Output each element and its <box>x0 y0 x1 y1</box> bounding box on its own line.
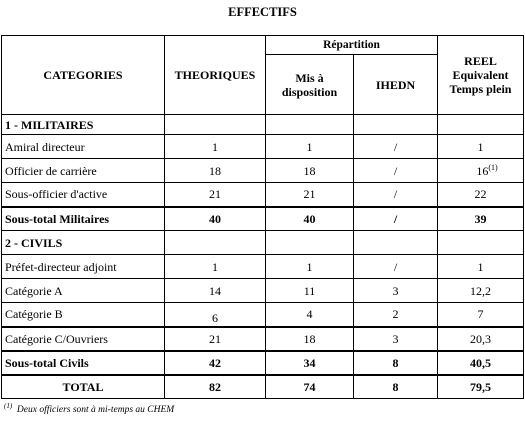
row-ihedn: / <box>354 255 438 279</box>
row-ihedn: / <box>354 183 438 207</box>
table-row <box>2 255 524 279</box>
footnote-mark: (1) <box>4 401 13 410</box>
table-row <box>2 135 524 159</box>
row-theoriques: 21 <box>165 327 266 351</box>
header-theoriques: THEORIQUES <box>165 36 266 115</box>
row-category: Préfet-directeur adjoint <box>2 255 165 279</box>
page-title: EFFECTIFS <box>228 5 297 19</box>
row-category: Amiral directeur <box>2 135 165 159</box>
row-category: Catégorie B <box>2 303 165 327</box>
row-theoriques: 21 <box>165 183 266 207</box>
header-reel-line3: Temps plein <box>449 82 512 96</box>
header-mis-a-disposition <box>266 55 354 115</box>
header-categories: CATEGORIES <box>2 36 165 115</box>
row-theoriques: 18 <box>165 159 266 183</box>
row-reel: 12,2 <box>438 279 524 303</box>
row-ihedn: 2 <box>354 303 438 327</box>
row-ihedn: 3 <box>354 279 438 303</box>
row-reel: 20,3 <box>438 327 524 351</box>
subtotal-theoriques: 40 <box>165 207 266 231</box>
header-reel <box>438 36 524 115</box>
header-mis-line2: disposition <box>281 84 338 99</box>
footnote <box>4 401 175 415</box>
total-theoriques: 82 <box>165 375 266 399</box>
subtotal-label: Sous-total Militaires <box>2 207 165 231</box>
table-row <box>2 303 524 327</box>
section-label-civils: 2 - CIVILS <box>2 231 165 255</box>
subtotal-mis-a-disposition: 40 <box>266 207 354 231</box>
total-mis-a-disposition: 74 <box>266 375 354 399</box>
subtotal-ihedn: 8 <box>354 351 438 375</box>
row-reel: 1 <box>438 255 524 279</box>
row-theoriques-cell <box>165 303 266 327</box>
row-mis-a-disposition: 1 <box>266 255 354 279</box>
total-row <box>2 375 524 399</box>
row-theoriques: 6 <box>212 311 218 326</box>
subtotal-mis-a-disposition: 34 <box>266 351 354 375</box>
row-mis-a-disposition: 11 <box>266 279 354 303</box>
subtotal-row <box>2 351 524 375</box>
header-mis-line1: Mis à <box>295 70 324 85</box>
footnote-marker: (1) <box>488 162 498 172</box>
row-reel: 16 <box>476 163 489 178</box>
total-label: TOTAL <box>2 375 165 399</box>
row-reel: 1 <box>438 135 524 159</box>
header-reel-line2: Equivalent <box>452 68 509 82</box>
footnote-text: Deux officiers sont à mi-temps au CHEM <box>16 405 175 415</box>
row-reel: 7 <box>438 303 524 327</box>
total-ihedn: 8 <box>354 375 438 399</box>
row-category: Sous-officier d'active <box>2 183 165 207</box>
section-label-militaires: 1 - MILITAIRES <box>2 115 165 135</box>
row-theoriques: 1 <box>165 135 266 159</box>
row-ihedn: / <box>354 159 438 183</box>
row-mis-a-disposition: 18 <box>266 159 354 183</box>
row-category: Catégorie A <box>2 279 165 303</box>
row-mis-a-disposition: 21 <box>266 183 354 207</box>
subtotal-theoriques: 42 <box>165 351 266 375</box>
total-reel: 79,5 <box>438 375 524 399</box>
subtotal-reel: 40,5 <box>438 351 524 375</box>
row-category: Officier de carrière <box>2 159 165 183</box>
row-mis-a-disposition: 18 <box>266 327 354 351</box>
row-mis-a-disposition: 4 <box>266 303 354 327</box>
header-reel-line1: REEL <box>464 54 497 68</box>
row-mis-a-disposition: 1 <box>266 135 354 159</box>
row-ihedn: 3 <box>354 327 438 351</box>
table-row <box>2 183 524 207</box>
header-ihedn: IHEDN <box>354 55 438 115</box>
row-theoriques: 14 <box>165 279 266 303</box>
row-reel-cell <box>438 159 524 183</box>
subtotal-row <box>2 207 524 231</box>
table-row <box>2 279 524 303</box>
subtotal-label: Sous-total Civils <box>2 351 165 375</box>
effectifs-table <box>1 35 524 399</box>
subtotal-ihedn: / <box>354 207 438 231</box>
row-reel: 22 <box>438 183 524 207</box>
row-category: Catégorie C/Ouvriers <box>2 327 165 351</box>
subtotal-reel: 39 <box>438 207 524 231</box>
table-row <box>2 159 524 183</box>
row-ihedn: / <box>354 135 438 159</box>
table-row <box>2 327 524 351</box>
row-theoriques: 1 <box>165 255 266 279</box>
header-repartition: Répartition <box>266 36 438 55</box>
